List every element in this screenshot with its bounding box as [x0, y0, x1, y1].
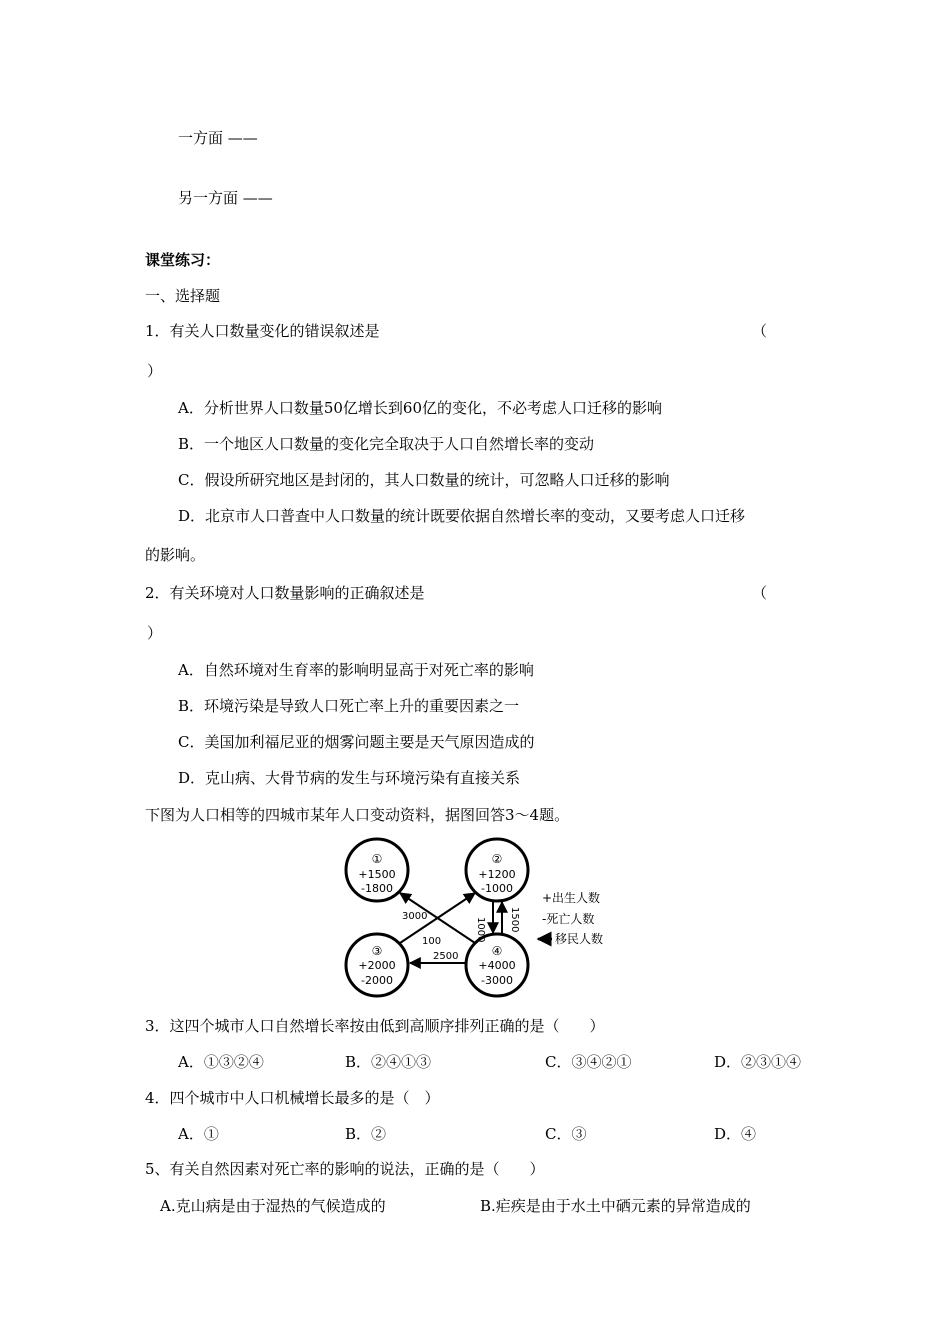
city-1-birth: +1500 [358, 868, 396, 881]
flow-4-to-3-label: 2500 [433, 951, 459, 962]
legend-birth: +出生人数 [542, 891, 601, 905]
city-1-label: ① [371, 852, 383, 866]
city-4-birth: +4000 [478, 959, 516, 972]
q1-option-d-cont: 的影响。 [145, 546, 206, 564]
q2-paren-open: （ [752, 584, 768, 602]
city-3-label: ③ [371, 944, 383, 958]
intro-line-2: 另一方面 —— [178, 189, 273, 207]
q2-option-c: C．美国加利福尼亚的烟雾问题主要是天气原因造成的 [178, 733, 535, 751]
q2-option-d: D．克山病、大骨节病的发生与环境污染有直接关系 [178, 769, 521, 787]
q1-stem: 1．有关人口数量变化的错误叙述是 [145, 322, 380, 340]
q2-option-a: A．自然环境对生育率的影响明显高于对死亡率的影响 [178, 661, 534, 679]
q1-option-d: D．北京市人口普查中人口数量的统计既要依据自然增长率的变动，又要考虑人口迁移 [178, 507, 746, 525]
city-3-node [346, 934, 408, 996]
flow-2-to-4-label: 1000 [475, 917, 486, 943]
q4-option-b: B．② [345, 1125, 387, 1143]
q3-stem: 3．这四个城市人口自然增长率按由低到高顺序排列正确的是（ ） [145, 1017, 605, 1035]
figure-intro: 下图为人口相等的四城市某年人口变动资料，据图回答3～4题。 [145, 806, 570, 824]
subsection-title: 一、选择题 [145, 287, 221, 305]
q5-option-a: A.克山病是由于湿热的气候造成的 [160, 1197, 386, 1215]
q2-paren-close: ） [147, 624, 163, 642]
q1-option-c: C．假设所研究地区是封闭的，其人口数量的统计，可忽略人口迁移的影响 [178, 471, 670, 489]
flow-3-to-2-label: 100 [422, 936, 442, 947]
city-2-label: ② [491, 852, 503, 866]
city-1-node [346, 839, 408, 901]
q5-stem: 5、有关自然因素对死亡率的影响的说法，正确的是（ ） [145, 1160, 545, 1178]
city-4-node [466, 934, 528, 996]
q3-option-b: B．②④①③ [345, 1053, 432, 1071]
city-2-death: -1000 [481, 882, 513, 895]
q3-option-c: C．③④②① [545, 1053, 632, 1071]
flow-4-to-2-label: 1500 [509, 907, 520, 933]
q1-paren-open: （ [752, 322, 768, 340]
city-2-birth: +1200 [478, 868, 516, 881]
q4-option-c: C．③ [545, 1125, 587, 1143]
q5-option-b: B.疟疾是由于水土中硒元素的异常造成的 [480, 1197, 751, 1215]
city-3-death: -2000 [361, 974, 393, 987]
section-title: 课堂练习： [145, 251, 221, 269]
city-3-birth: +2000 [358, 959, 396, 972]
q1-option-a: A．分析世界人口数量50亿增长到60亿的变化，不必考虑人口迁移的影响 [178, 399, 663, 417]
legend-migration: 移民人数 [555, 932, 604, 946]
flow-4-to-1-label: 3000 [402, 911, 428, 922]
q4-option-d: D．④ [714, 1125, 757, 1143]
q2-option-b: B．环境污染是导致人口死亡率上升的重要因素之一 [178, 697, 520, 715]
city-4-death: -3000 [481, 974, 513, 987]
q3-option-d: D．②③①④ [714, 1053, 802, 1071]
intro-line-1: 一方面 —— [178, 129, 258, 147]
q4-stem: 4．四个城市中人口机械增长最多的是（ ） [145, 1089, 440, 1107]
legend-death: -死亡人数 [542, 912, 595, 926]
population-change-diagram [330, 835, 630, 1000]
q3-option-a: A．①③②④ [178, 1053, 264, 1071]
q1-paren-close: ） [147, 362, 163, 380]
q2-stem: 2．有关环境对人口数量影响的正确叙述是 [145, 584, 425, 602]
q4-option-a: A．① [178, 1125, 219, 1143]
q1-option-b: B．一个地区人口数量的变化完全取决于人口自然增长率的变动 [178, 435, 595, 453]
city-4-label: ④ [491, 944, 503, 958]
city-1-death: -1800 [361, 882, 393, 895]
city-2-node [466, 839, 528, 901]
